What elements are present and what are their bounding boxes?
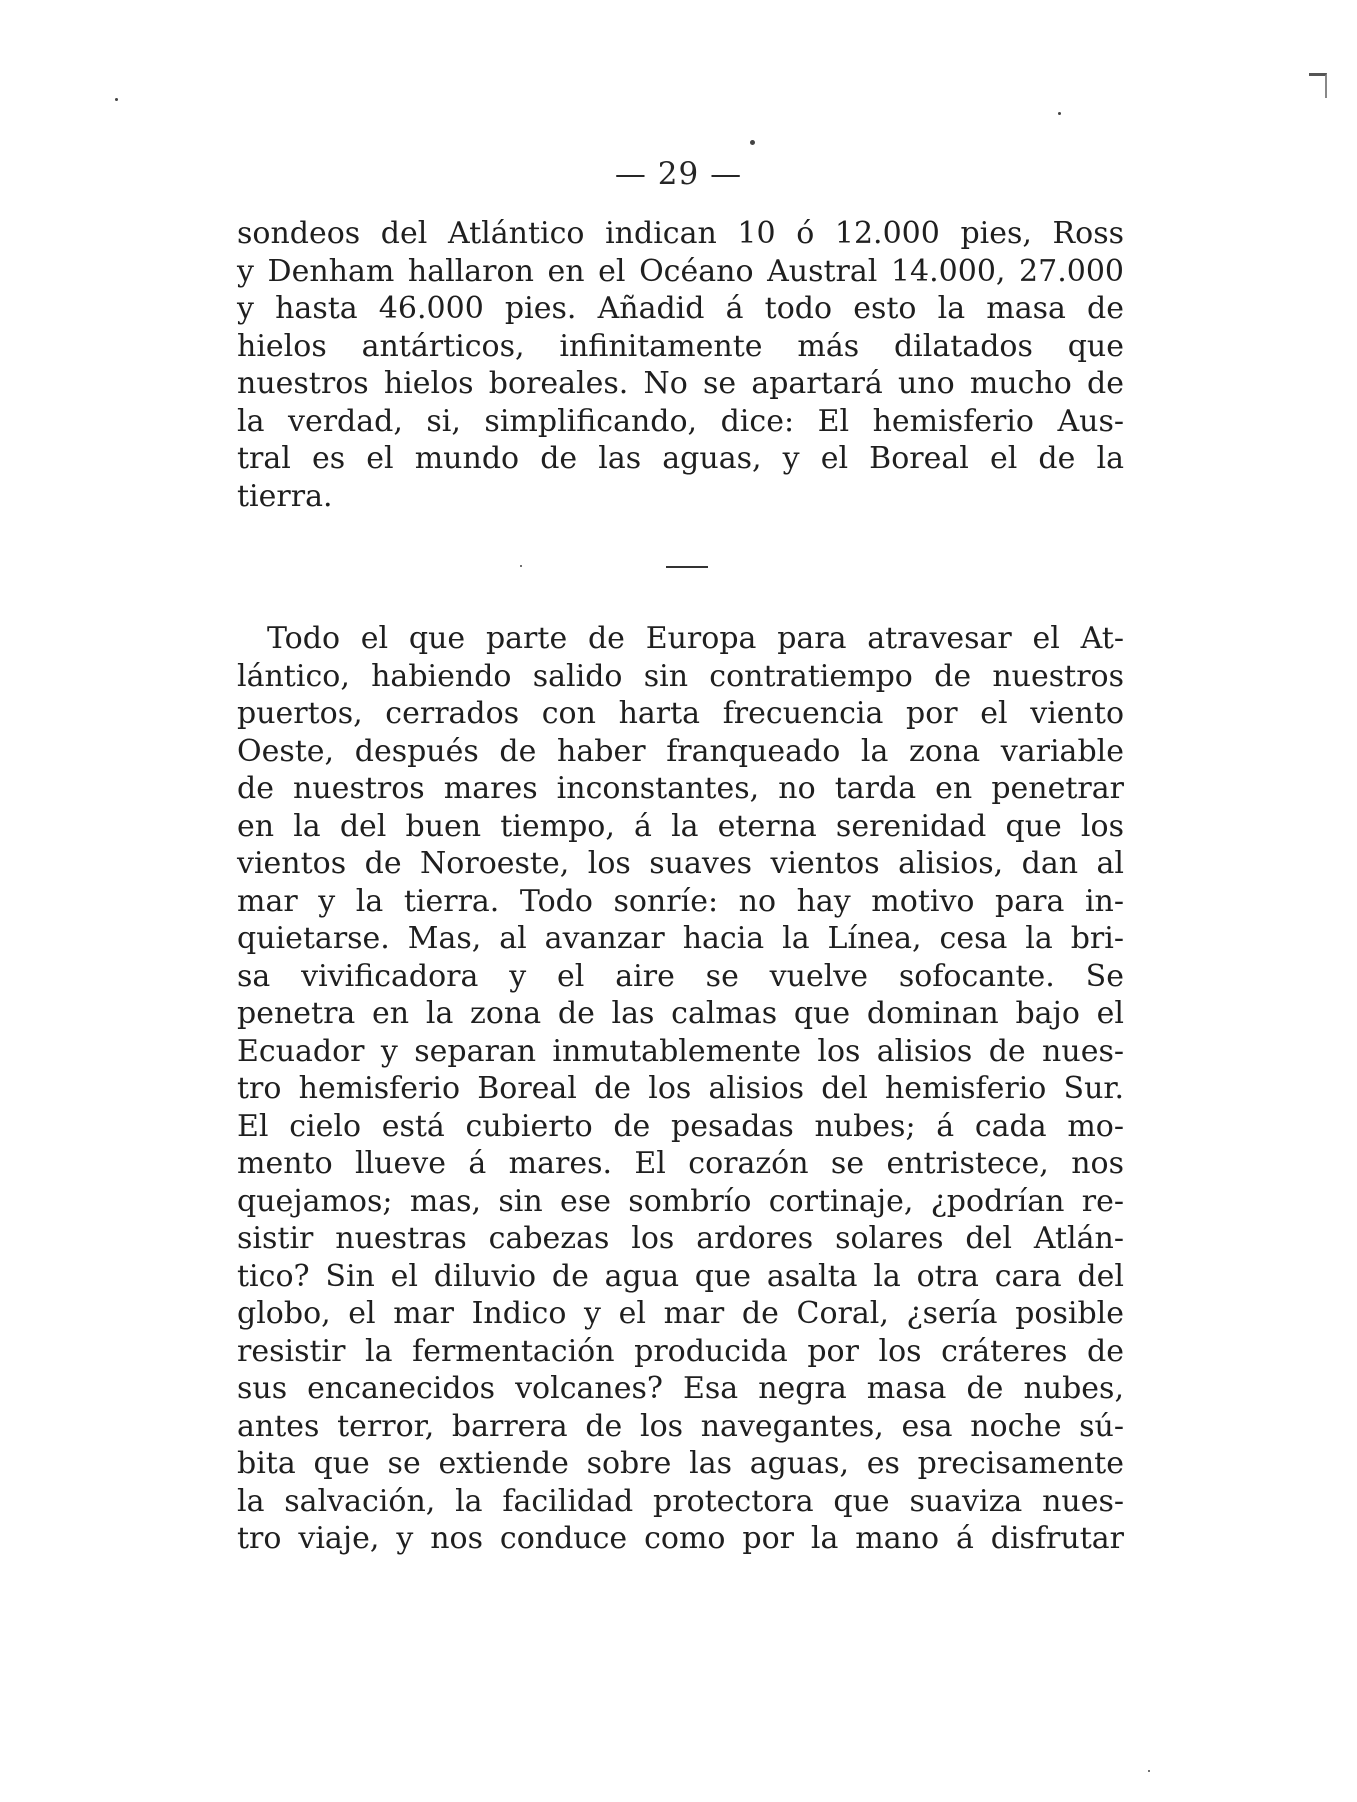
paragraph-2-line: bita que se extiende sobre las aguas, es precisamente: [237, 1446, 1124, 1481]
paragraph-2-line: en la del buen tiempo, á la eterna serenidad que los: [237, 808, 1124, 844]
paragraph-2-line: globo, el mar Indico y el mar de Coral, ¿sería posible: [237, 1296, 1124, 1331]
paper-speck: [750, 140, 755, 145]
paper-speck: [1058, 112, 1061, 115]
paragraph-2-line: quejamos; mas, sin ese sombrío cortinaje, ¿podrían re-: [237, 1183, 1124, 1219]
paragraph-2-line: Ecuador y separan inmutablemente los alisios de nues-: [237, 1033, 1124, 1069]
paragraph-2-line: la salvación, la facilidad protectora que suaviza nues-: [237, 1483, 1124, 1519]
paper-speck: [115, 98, 118, 101]
paragraph-2-line: sa vivificadora y el aire se vuelve sofocante. Se: [237, 958, 1124, 994]
paragraph-2-line: resistir la fermentación producida por los cráteres de: [237, 1333, 1124, 1369]
paragraph-2-line: antes terror, barrera de los navegantes, esa noche sú-: [237, 1408, 1124, 1444]
paragraph-1-line: tierra.: [237, 478, 333, 514]
page-number: — 29 —: [614, 156, 743, 192]
paragraph-2-line: sistir nuestras cabezas los ardores solares del Atlán-: [237, 1221, 1124, 1256]
paragraph-2-line: tro viaje, y nos conduce como por la mano á disfrutar: [237, 1521, 1124, 1556]
paragraph-1-line: la verdad, si, simplificando, dice: El hemisferio Aus-: [237, 403, 1124, 439]
paragraph-2-line: lántico, habiendo salido sin contratiempo de nuestros: [237, 658, 1124, 694]
paragraph-1-line: nuestros hielos boreales. No se apartará uno mucho de: [237, 366, 1124, 401]
paragraph-2-line: tro hemisferio Boreal de los alisios del hemisferio Sur.: [237, 1071, 1124, 1106]
paragraph-2-line: puertos, cerrados con harta frecuencia por el viento: [237, 696, 1124, 731]
paragraph-2-line: mar y la tierra. Todo sonríe: no hay motivo para in-: [237, 883, 1124, 919]
paragraph-2-line: Oeste, después de haber franqueado la zona variable: [237, 733, 1124, 769]
paragraph-1-line: y hasta 46.000 pies. Añadid á todo esto la masa de: [237, 291, 1124, 326]
paper-speck: [1148, 1770, 1150, 1772]
paragraph-2-line: mento llueve á mares. El corazón se entristece, nos: [237, 1146, 1124, 1181]
paper-speck: [520, 565, 522, 567]
paragraph-1-line: sondeos del Atlántico indican 10 ó 12.000 pies, Ross: [237, 216, 1124, 251]
paragraph-2-line: El cielo está cubierto de pesadas nubes; á cada mo-: [237, 1108, 1124, 1144]
paragraph-2-line: vientos de Noroeste, los suaves vientos alisios, dan al: [237, 846, 1124, 881]
paragraph-2: [237, 620, 1124, 1558]
section-divider: [666, 566, 708, 568]
paragraph-2-line: penetra en la zona de las calmas que dominan bajo el: [237, 996, 1124, 1031]
page-corner-mark: [1309, 73, 1327, 98]
paragraph-2-line: Todo el que parte de Europa para atravesar el At-: [267, 621, 1124, 656]
paragraph-2-line: quietarse. Mas, al avanzar hacia la Línea, cesa la bri-: [237, 921, 1124, 956]
paragraph-1: [237, 215, 1124, 515]
paragraph-2-line: tico? Sin el diluvio de agua que asalta la otra cara del: [237, 1258, 1124, 1294]
paragraph-1-line: y Denham hallaron en el Océano Austral 14.000, 27.000: [237, 253, 1124, 289]
paragraph-2-line: de nuestros mares inconstantes, no tarda en penetrar: [237, 771, 1124, 806]
paragraph-2-line: sus encanecidos volcanes? Esa negra masa de nubes,: [237, 1371, 1124, 1406]
paragraph-1-line: tral es el mundo de las aguas, y el Boreal el de la: [237, 441, 1124, 476]
paragraph-1-line: hielos antárticos, infinitamente más dilatados que: [237, 328, 1124, 364]
